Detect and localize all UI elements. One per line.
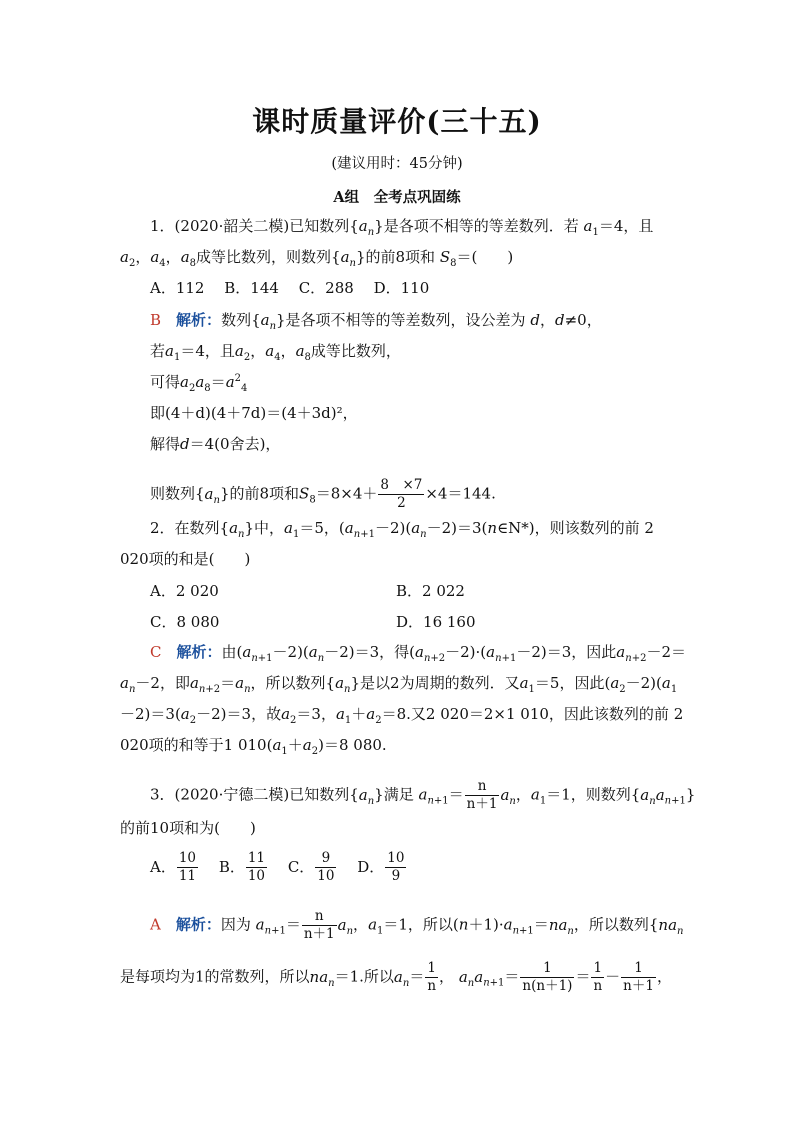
q2-option-d: D．16 160 xyxy=(396,613,476,631)
q1-option-c: C．288 xyxy=(298,279,354,297)
q3-option-b: B． $\frac{11}{10}$ xyxy=(218,850,266,884)
time-note: (建议用时：45分钟) xyxy=(331,156,463,172)
q1-line-1: 1．(2020·韶关二模)已知数列$\{a_n\}$是各项不相等的等差数列．若 $a_1=4$，且 xyxy=(150,217,654,238)
q3-line-1: 3．(2020·宁德二模)已知数列$\{a_n\}$满足 $a_{n+1}=$ $\frac{n}{n+1}$ $a_n$，$a_1=1$，则数列$\{a_na_{n+1}\}$ xyxy=(150,778,696,812)
q1-fraction: $\frac{8 \times 7}{2}$ xyxy=(380,477,423,511)
q3-solution-2: 是每项均为1的常数列，所以$na_n=1$.所以$a_n=$ $\frac{1}{n}$ ， $a_na_{n+1}=$ $\frac{1}{n(n+1)}$ ＝ $\frac{1}{n}$ － $\frac{1}{n+1}$ ， xyxy=(120,960,672,994)
q2-answer: C xyxy=(150,643,162,661)
q1-solution-2: 若$a_1=4$，且$a_2$，$a_4$，$a_8$成等比数列， xyxy=(150,342,401,363)
q2-solution-3: $-2)=3(a_2-2)=3$，故$a_2=3$，$a_1+a_2=8$.又2 020＝2×1 010，因此该数列的前 2 xyxy=(120,705,684,726)
q1-solution-5: 解得d＝4(0舍去)， xyxy=(150,435,281,453)
q2-line-1: 2．在数列$\{a_n\}$中，$a_1=5$，$(a_{n+1}-2)(a_n-2)=3(n\in N*)$，则该数列的前 2 xyxy=(150,519,654,540)
q3-source: (2020·宁德二模) xyxy=(174,785,290,804)
q2-solution-2: $a_n-2$，即$a_{n+2}=a_n$，所以数列$\{a_n\}$是以2为周期的数列．又$a_1=5$，因此$(a_2-2)(a_1$ xyxy=(120,674,678,695)
group-heading: A组 全考点巩固练 xyxy=(333,189,461,206)
q3-options xyxy=(150,850,407,885)
q3-line-2: 的前10项和为( ) xyxy=(120,819,256,837)
q2-solution-label: 解析： xyxy=(176,643,222,661)
q2-solution-1: C 解析：由$(a_{n+1}-2)(a_n-2)=3$，得$(a_{n+2}-2)\cdot(a_{n+1}-2)=3$，因此$a_{n+2}-2=$ xyxy=(150,643,686,664)
q3-fraction: $\frac{n}{n+1}$ xyxy=(466,778,498,812)
q3-option-a: A． $\frac{10}{11}$ xyxy=(150,850,197,884)
q1-line-2: $a_2$，$a_4$，$a_8$成等比数列，则数列$\{a_n\}$的前8项和 $S_8=$( ) xyxy=(120,248,514,269)
q1-option-b: B．144 xyxy=(224,279,279,297)
q3-solution-label: 解析： xyxy=(175,915,221,934)
q3-solution-1: A 解析：因为 $a_{n+1}=$ $\frac{n}{n+1}$ $a_n$，$a_1=1$，所以$(n+1)\cdot a_{n+1}=na_n$，所以数列{$na_n$ xyxy=(150,908,684,942)
q3-option-c: C． $\frac{9}{10}$ xyxy=(287,850,335,884)
q3-option-d: D． $\frac{10}{9}$ xyxy=(357,850,405,884)
q1-options xyxy=(150,278,429,298)
q1-solution-6: 则数列$\{a_n\}$的前8项和$S_8=8\times 4+$ $\frac{8 \times 7}{2}$ ×4＝144. xyxy=(150,477,496,511)
q2-line-2: 020项的和是( ) xyxy=(120,550,251,568)
q1-option-a: A．112 xyxy=(150,279,205,297)
q2-option-a: A．2 020 xyxy=(150,582,219,600)
q1-solution-3: 可得$a_2a_8=a^2_4$ xyxy=(150,373,248,394)
page-title: 课时质量评价(三十五) xyxy=(252,105,542,138)
q1-solution-1: B 解析：数列$\{a_n\}$是各项不相等的等差数列，设公差为 d，d≠0， xyxy=(150,311,602,332)
q2-option-c: C．8 080 xyxy=(150,613,220,631)
q1-answer: B xyxy=(150,311,162,329)
q1-solution-4: 即(4＋d)(4＋7d)＝(4＋3d)²， xyxy=(150,404,358,422)
q2-solution-4: 020项的和等于1 $010(a_1+a_2)=8$ 080. xyxy=(120,736,387,757)
q1-option-d: D．110 xyxy=(373,279,430,297)
q1-source: (2020·韶关二模) xyxy=(174,217,290,235)
q2-option-b: B．2 022 xyxy=(396,582,465,600)
q3-answer: A xyxy=(150,915,161,934)
q1-solution-label: 解析： xyxy=(176,311,222,329)
